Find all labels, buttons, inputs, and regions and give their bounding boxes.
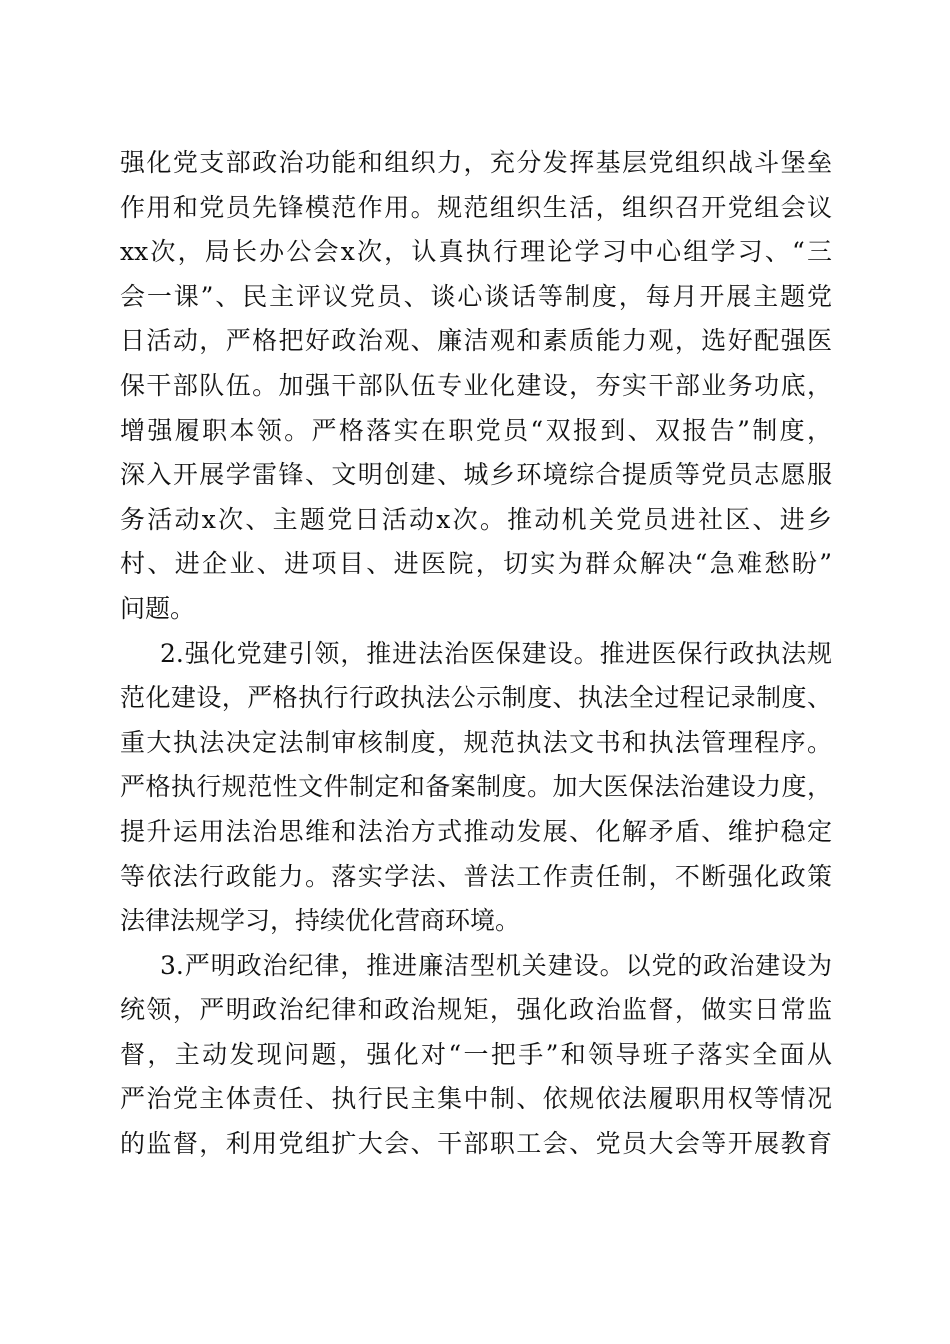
text-line: 作用和党员先锋模范作用。规范组织生活，组织召开党组会议 — [120, 192, 832, 222]
text-line: 范化建设，严格执行行政执法公示制度、执法全过程记录制度、 — [120, 683, 832, 713]
text-line: 提升运用法治思维和法治方式推动发展、化解矛盾、维护稳定 — [120, 816, 832, 846]
paragraph-3 — [120, 944, 832, 1167]
text-line: 村、进企业、进项目、进医院，切实为群众解决“急难愁盼” — [120, 549, 832, 579]
text-line: 严格执行规范性文件制定和备案制度。加大医保法治建设力度， — [120, 772, 832, 802]
text-line: 督，主动发现问题，强化对“一把手”和领导班子落实全面从 — [120, 1039, 832, 1069]
text-line: 问题。 — [120, 593, 196, 623]
text-line: 强化党支部政治功能和组织力，充分发挥基层党组织战斗堡垒 — [120, 148, 832, 177]
paragraph-1 — [120, 141, 832, 632]
text-line: 保干部队伍。加强干部队伍专业化建设，夯实干部业务功底， — [120, 370, 832, 400]
text-line: 重大执法决定法制审核制度，规范执法文书和执法管理程序。 — [120, 727, 832, 757]
text-line: 统领，严明政治纪律和政治规矩，强化政治监督，做实日常监 — [120, 995, 832, 1025]
text-line: 深入开展学雷锋、文明创建、城乡环境综合提质等党员志愿服 — [120, 460, 832, 490]
text-line: 等依法行政能力。落实学法、普法工作责任制，不断强化政策 — [120, 861, 832, 891]
text-line: 严治党主体责任、执行民主集中制、依规依法履职用权等情况 — [120, 1084, 832, 1114]
document-body — [120, 141, 832, 1167]
paragraph-heading-line: 3.严明政治纪律，推进廉洁型机关建设。以党的政治建设为 — [160, 950, 832, 980]
text-line: 日活动，严格把好政治观、廉洁观和素质能力观，选好配强医 — [120, 326, 832, 356]
text-line: xx次，局长办公会x次，认真执行理论学习中心组学习、“三 — [120, 237, 832, 267]
text-line: 增强履职本领。严格落实在职党员“双报到、双报告”制度， — [120, 415, 832, 445]
paragraph-2 — [120, 632, 832, 944]
text-line: 会一课”、民主评议党员、谈心谈话等制度，每月开展主题党 — [120, 281, 832, 311]
text-line: 法律法规学习，持续优化营商环境。 — [120, 906, 521, 936]
text-line: 务活动x次、主题党日活动x次。推动机关党员进社区、进乡 — [120, 504, 832, 534]
paragraph-heading-line: 2.强化党建引领，推进法治医保建设。推进医保行政执法规 — [160, 638, 832, 668]
text-line: 的监督，利用党组扩大会、干部职工会、党员大会等开展教育 — [120, 1129, 832, 1159]
